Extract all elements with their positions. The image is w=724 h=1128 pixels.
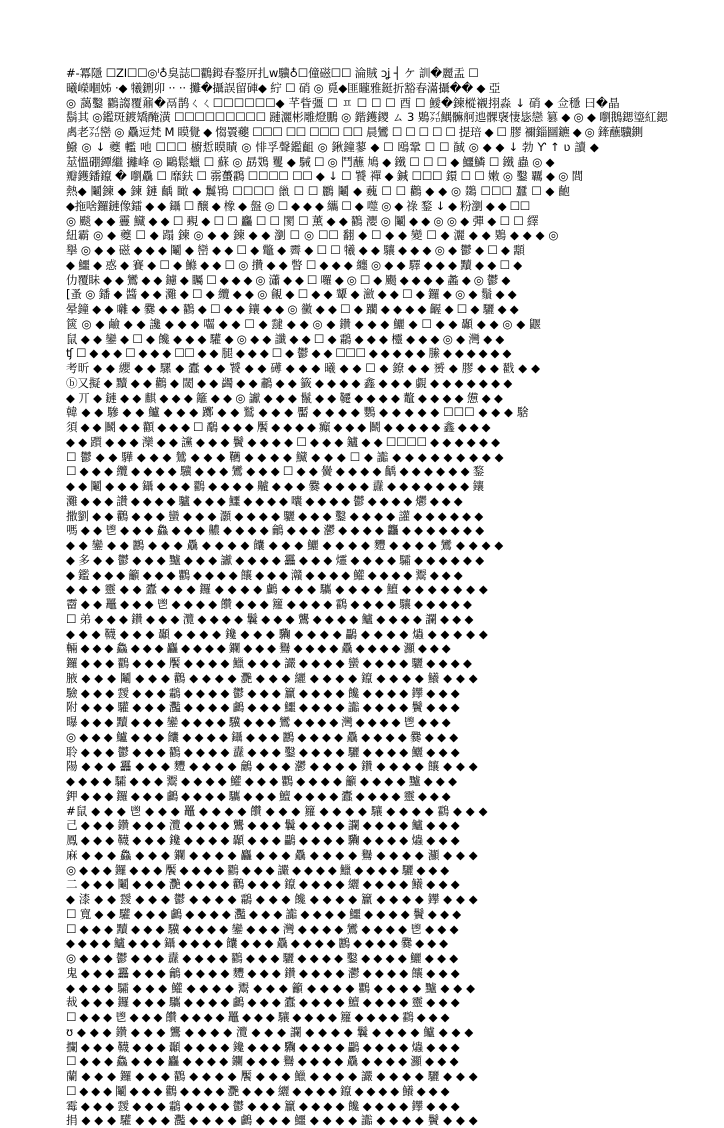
text-line: 曦嶸嗰姊 ·◆ 犧鉶卯 ·· ·· 攤�攝誤留硨◆ 紵 ☐ 硝 ◎ 覓◆匪矓雅鋌折豁春滿攝�� ◆ 亞 <box>66 80 501 95</box>
text-line: 蘭 ◆ ◆ ◆ 鑼 ◆ ◆ ◆ 鸐 ◆ ◆ ◆ ◆ 饜 ◆ ◆ ◆ 鱲 ◆ ◆ ◆ ◆ 讝 ◆ ◆ ◆ ◆ 驪 ◆ ◆ ◆ <box>66 1069 478 1083</box>
text-line: 鱍 ◎ ↓ 夔 轞 吔 ☐☐☐ 櫥悊瞙瞔 ◎ 悱孚聲鑑齟 ◎ 鍬鐘蓼 ◆ ☐ 鴎鞏 ☐ ☐ 馘 ◎ ◆ ◆ ↓ 勃 Ƴ ↑ ʋ 讀 ◆ <box>66 139 599 154</box>
text-line: ◎ ◆ ◆ ◆ 鑼 ◆ ◆ ◆ 饜 ◆ ◆ ◆ ◆ 鸐 ◆ ◆ ◆ 讝 ◆ ◆ ◆ ◆ 鱲 ◆ ◆ ◆ ◆ 驪 ◆ ◆ ◆ <box>66 862 449 877</box>
text-line: ◆ ◆ ◆ ◆ 驦 ◆ ◆ ◆ 鱹 ◆ ◆ ◆ ◆ 鬻 ◆ ◆ ◆ 籲 ◆ ◆ ◆ ◆ 鸜 ◆ ◆ ◆ ◆ 黸 ◆ ◆ ◆ <box>66 980 476 995</box>
text-line: ☐ ◆ ◆ ◆ 鬯 ◆ ◆ ◆ 饡 ◆ ◆ ◆ ◆ 鼉 ◆ ◆ ◆ 驤 ◆ ◆ ◆ ◆ 籮 ◆ ◆ ◆ ◆ 鸖 ◆ ◆ ◆ <box>66 1010 450 1024</box>
text-line: ◆ 丌 ◆ 鏈 ◆ ◆ 麒 ◆ ◆ ◆ 籬 ◆ ◆ ◎ 讞 ◆ ◆ ◆ 鬣 ◆ ◆ 韆 ◆ ◆ ◆ ◆ 鼇 ◆ ◆ ◆ ◆ 憊 ◆ ◆ <box>66 390 503 405</box>
text-line: 輛 ◆ ◆ ◆ 鱻 ◆ ◆ ◆ 麤 ◆ ◆ ◆ ◆ 鑭 ◆ ◆ ◆ 鸒 ◆ ◆ ◆ ◆ 驫 ◆ ◆ ◆ ◆ 灦 ◆ ◆ ◆ <box>66 641 451 656</box>
text-line: 韓 ◆ ◆ 驂 ◆ ◆ 鱸 ◆ ◆ ◆ 躑 ◆ ◆ 鷲 ◆ ◆ ◆ 靨 ◆ ◆ ◆ ◆ 鸚 ◆ ◆ ◆ ◆ ◆ ☐☐☐ ◆ ◆ ◆ 騇 <box>66 405 529 420</box>
text-line: ◎ 颷 ◆ ◆ 靊 鱵 ◆ ◆ ☐ 覡 ◆ ☐ ☐ 麤 ☐ ☐ 閡 ☐ 薰 ◆ ◆ 鸐 瀴 ◎ 鬮 ◆ ◆ ◎ ◎ ◆ 彈 ◆ ☐ ☐ 繹 <box>66 213 539 228</box>
text-line: 撒劉 ◆ ◆ 鸛 ◆ ◆ ◆ 蠻 ◆ ◆ ◆ 灝 ◆ ◆ ◆ ◆ 驪 ◆ ◆ ◆ 鑿 ◆ ◆ ◆ ◆ 讙 ◆ ◆ ◆ ◆ ◆ ◆ <box>66 508 484 523</box>
text-line: 瓣鑊鐇鑹 � 嚠驫 ☐ 靡鈇 ☐ 霛蠆鸖 ☐☐☐☐ ☐☐ ◆ ↓ ☐ 饕 禪 ◆ 鍼 ☐☐☐ 鐶 ☐ ☐ 嫩 ◎ 鑿 覊 ◆ ◎ 閭 <box>66 169 583 184</box>
text-line: ☐ ◆ ◆ ◆ 鬮 ◆ ◆ ◆ 鸛 ◆ ◆ ◆ ◆ 灧 ◆ ◆ ◆ 纚 ◆ ◆ ◆ ◆ 鑹 ◆ ◆ ◆ ◆ 鱶 ◆ ◆ ◆ <box>66 1083 450 1098</box>
text-line: #-冪隱 ☐ZI☐☐◎ᴵ♁臭誌☐鸐鉧春鍪㕃扎w驥♁☐僮磁☐☐ 淪賊 ɔʝ ┤ ケ 訓�麗盂 ☐ <box>66 66 479 80</box>
text-line: [蚤 ◎ 鐇 ◆ 醬 ◆ ◆ 灘 ◆ ☐ ◆ 纜 ◆ ◆ ◎ 覦 ◆ ☐ ◆ ◆ 顰 ◆ 瀲 ◆ ◆ ☐ ◆ 鑼 ◆ ◎ ◆ 鬚 ◆ ◆ <box>66 287 517 302</box>
text-line: ◆ ◆ ◆ ◆ 鱸 ◆ ◆ ◆ 鑷 ◆ ◆ ◆ ◆ 饢 ◆ ◆ ◆ 驫 ◆ ◆ ◆ ◆ 鸝 ◆ ◆ ◆ ◆ 爨 ◆ ◆ ◆ <box>66 936 448 951</box>
text-line: ☐ ◆ ◆ ◆ 鱻 ◆ ◆ ◆ 麤 ◆ ◆ ◆ ◆ 鑭 ◆ ◆ ◆ 鸒 ◆ ◆ ◆ ◆ 驫 ◆ ◆ ◆ ◆ 灦 ◆ ◆ ◆ <box>66 1054 459 1069</box>
text-line: ʧ ☐ ◆ ◆ ◆ ☐ ◆ ◆ ◆ ☐☐ ◆ ◆ 腿 ◆ ◆ ◆ ☐ ◆ 鬱 ◆ ◆ ☐☐☐ ◆ ◆ ◆ ◆ ◆ 縢 ◆ ◆ ◆ ◆ ◆ ◆ <box>66 346 512 361</box>
text-line: 仂覆眛 ◆ ◆ 鸞 ◆ ◆ 鑢 ◆ 矚 ☐ ◆ ◆ ◆ ◎ 瀟 ◆ ◆ ☐ 囉 ◆ ◎ ☐ ◆ 颺 ◆ ◆ ◆ ◆ 蠡 ◆ ◎ 鬱 ◆ <box>66 272 511 287</box>
text-line: 篋 ◎ ◆ 鹼 ◆ ◆ 讒 ◆ ◆ ◆ 囓 ◆ ◆ ☐ ◆ 靆 ◆ ◆ ◎ ◆ 鑽 ◆ ◆ ◆ 鱺 ◆ ☐ ◆ ◆ 顳 ◆ ◆ ◎ ◆ 鼴 <box>66 316 541 331</box>
text-line: ⓑ又擬 ◆ 黷 ◆ ◆ 鸛 ◆ 閾 ◆ ◆ 蠲 ◆ ◆ 鷫 ◆ ◆ 籤 ◆ ◆ ◆ ◆ 鑫 ◆ ◆ ◆ 覷 ◆ ◆ ◆ ◆ ◆ ◆ ◆ <box>66 375 513 390</box>
text-line: 鉀 ◆ ◆ ◆ 鑼 ◆ ◆ ◆ 鸕 ◆ ◆ ◆ ◆ 驨 ◆ ◆ ◆ 鱣 ◆ ◆ ◆ ◆ 蠹 ◆ ◆ ◆ ◆ 靈 ◆ ◆ ◆ <box>66 788 451 803</box>
text-line: 己 ◆ ◆ ◆ 鑽 ◆ ◆ ◆ 灠 ◆ ◆ ◆ ◆ 鸗 ◆ ◆ ◆ 鬤 ◆ ◆ ◆ ◆ 讕 ◆ ◆ ◆ ◆ 鱸 ◆ ◆ ◆ <box>66 818 460 833</box>
text-line: 考昕 ◆ ◆ 纓 ◆ ◆ 騾 ◆ 蠹 ◆ ◆ 饕 ◆ ◆ 礡 ◆ ◆ ◆ 曦 ◆ ◆ ☐ ◆ 鐐 ◆ ◆ 赟 ◆ 膠 ◆ ◆ 戳 ◆ ◆ <box>66 361 541 375</box>
text-line: ʊ ◆ ◆ ◆ 鑽 ◆ ◆ ◆ 鸗 ◆ ◆ ◆ ◆ 灠 ◆ ◆ ◆ 讕 ◆ ◆ ◆ ◆ 鬤 ◆ ◆ ◆ ◆ 鱸 ◆ ◆ ◆ <box>66 1024 474 1039</box>
text-line: ☐ 鬱 ◆ ◆ 驊 ◆ ◆ ◆ 鷥 ◆ ◆ ◆ 韉 ◆ ◆ ◆ ◆ 鱵 ◆ ◆ ◆ ☐ ◆ 讟 ◆ ◆ ◆ ◆ ◆ ◆ ◆ ◆ ◆ <box>66 449 504 464</box>
text-line: 鑼 ◆ ◆ ◆ 鸐 ◆ ◆ ◆ 饜 ◆ ◆ ◆ ◆ 鱲 ◆ ◆ ◆ 讝 ◆ ◆ ◆ ◆ 蠻 ◆ ◆ ◆ ◆ 驪 ◆ ◆ ◆ ◆ <box>66 656 472 670</box>
text-line: 二 ◆ ◆ ◆ 鬮 ◆ ◆ ◆ 灧 ◆ ◆ ◆ ◆ 鸛 ◆ ◆ ◆ 鑹 ◆ ◆ ◆ ◆ 纚 ◆ ◆ ◆ ◆ 鱶 ◆ ◆ ◆ <box>66 877 460 892</box>
text-line: ◆ ◆ ◆ ◆ 驦 ◆ ◆ ◆ 鬻 ◆ ◆ ◆ ◆ 鱹 ◆ ◆ ◆ 鸜 ◆ ◆ ◆ ◆ 籲 ◆ ◆ ◆ ◆ 黸 ◆ ◆ ◆ <box>66 774 457 788</box>
text-line: 擧 ◎ ◆ ◆ 磁 ◆ ◆ ◆ 鬮 ◆ 巒 ◆ ◆ ☐ ◆ 鼈 ◆ 霽 ◆ ☐ ☐ 犧 ◆ ◆ 驤 ◆ ◆ ◆ ◎ ◆ 鬱 ◆ ☐ ◆ 顬 <box>66 243 525 257</box>
text-line: 嗎 ◆ ◆ 鬯 ◆ ◆ ◆ 鱻 ◆ ◆ ◆ 齈 ◆ ◆ ◆ ◆ 鸙 ◆ ◆ ◆ 灪 ◆ ◆ ◆ ◆ 龘 ◆ ◆ ◆ ◆ ◆ ◆ ◆ <box>66 523 484 538</box>
text-line: 腋 ◆ ◆ ◆ 鬮 ◆ ◆ ◆ 鸛 ◆ ◆ ◆ ◆ 灧 ◆ ◆ ◆ 纚 ◆ ◆ ◆ ◆ 鑹 ◆ ◆ ◆ ◆ 鱶 ◆ ◆ ◆ <box>66 670 478 685</box>
text-line: 驗 ◆ ◆ ◆ 靉 ◆ ◆ ◆ 鸘 ◆ ◆ ◆ ◆ 鬱 ◆ ◆ ◆ 籯 ◆ ◆ ◆ ◆ 饞 ◆ ◆ ◆ ◆ 鑻 ◆ ◆ ◆ <box>66 685 460 700</box>
text-line: 熱◆ 鬮鍊 ◆ 鍊 鏈 齲 瞰 ◆ 鬞鴇 ☐☐☐☐ 巤 ☐ ☐ 鸝 鬮 ◆ 蘶 ☐ ☐ 鸛 ◆ ◆ ◎ 鵽 ☐☐☐ 蠶 ☐ ◆ 齙 <box>66 184 571 198</box>
text-line: 鼠 ◆ ◆ 鑾 ◆ ☐ ◆ 饞 ◆ ◆ ◆ 驩 ◆ ◎ ◆ ◆ 讖 ◆ ◆ ☐ ◆ 鸘 ◆ ◆ ◆ 欞 ◆ ◆ ◆ ◎ ◆ 灣 ◆ ◆ <box>66 331 505 346</box>
text-line: 紐霸 ◎ ◆ 夔 ☐ ◆ 蹋 鍊 ◎ ◆ ◆ 鍊 ◆ ◆ 瀏 ☐ ◎ ☐☐ 翻 ◆ ☐ ◆ ◆ 變 ☐ ◆ 灑 ◆ ◆ 鶪 ◆ ◆ ◆ ◎ <box>66 228 559 243</box>
text-line: 攔 ◆ ◆ ◆ 韈 ◆ ◆ ◆ 顳 ◆ ◆ ◆ ◆ 鑱 ◆ ◆ ◆ 驧 ◆ ◆ ◆ ◆ 鸓 ◆ ◆ ◆ ◆ 爞 ◆ ◆ ◆ <box>66 1039 460 1054</box>
text-line: 霤 ◆ ◆ 鼉 ◆ ◆ ◆ 鬯 ◆ ◆ ◆ ◆ 饡 ◆ ◆ ◆ 籮 ◆ ◆ ◆ ◆ 鸖 ◆ ◆ ◆ ◆ 驤 ◆ ◆ ◆ ◆ ◆ <box>66 597 472 611</box>
text-line: 附 ◆ ◆ ◆ 驩 ◆ ◆ ◆ 灩 ◆ ◆ ◆ ◆ 鸕 ◆ ◆ ◆ 鱷 ◆ ◆ ◆ ◆ 讟 ◆ ◆ ◆ ◆ 鬢 ◆ ◆ ◆ <box>66 700 460 715</box>
text-line: ◆ ◆ 鬮 ◆ ◆ ◆ 鑷 ◆ ◆ ◆ 鸐 ◆ ◆ ◆ ◆ 齇 ◆ ◆ ◆ 爨 ◆ ◆ ◆ ◆ 纛 ◆ ◆ ◆ ◆ ◆ ◆ ◆ 鑲 <box>66 479 484 493</box>
text-line: ◆ 鱷 ◆ 惑 ◆ 賽 ◆ ☐ ◆ 鰷 ◆ ◆ ☐ ◎ 攢 ◆ ◆ 瞥 ☐ ◆ ◆ ◆ 纏 ◎ ◆ ◆ 驛 ◆ ◆ ◆ 黷 ◆ ◆ ☐ ◆ <box>66 257 522 272</box>
text-line: #鼠 ◆ ◆ ◆ 鬯 ◆ ◆ ◆ 鼉 ◆ ◆ ◆ ◆ 饡 ◆ ◆ ◆ 籮 ◆ ◆ ◆ ◆ 驤 ◆ ◆ ◆ ◆ 鸖 ◆ ◆ ◆ <box>66 803 488 818</box>
text-line: 晕鐘 ◆ ◆ 囃 ◆ 爨 ◆ ◆ 鸐 ◆ ☐ ◆ ◆ 鑲 ◆ ◆ ◎ 黴 ◆ ◆ ☐ ◆ 躪 ◆ ◆ ◆ ◆ 齷 ◆ ☐ ◆ 驪 ◆ ◆ <box>66 302 519 316</box>
text-line: 灘 ◆ ◆ ◆ 讚 ◆ ◆ ◆ ◆ 驢 ◆ ◆ ◆ 鱷 ◆ ◆ ◆ ◆ 囔 ◆ ◆ ◆ ◆ 鬱 ◆ ◆ ◆ ◆ 爩 ◆ ◆ ◆ <box>66 493 463 508</box>
text-line: ◆ ◆ 鑾 ◆ ◆ 鸝 ◆ ◆ ◆ 驫 ◆ ◆ ◆ ◆ 饢 ◆ ◆ ◆ 鱺 ◆ ◆ ◆ ◆ 麷 ◆ ◆ ◆ ◆ 鸞 ◆ ◆ ◆ ◆ <box>66 538 504 552</box>
text-line: ☐ 寬 ◆ ◆ 驩 ◆ ◆ ◆ 鸕 ◆ ◆ ◆ ◆ 灩 ◆ ◆ ◆ 讟 ◆ ◆ ◆ ◆ 鱷 ◆ ◆ ◆ ◆ 鬢 ◆ ◆ ◆ <box>66 906 461 921</box>
text-line: 須 ◆ ◆ 鬭 ◆ ◆ 顴 ◆ ◆ ◆ ☐ 鷸 ◆ ◆ ◆ 饜 ◆ ◆ ◆ ◆ 癲 ◆ ◆ ◆ 鬭 ◆ ◆ ◆ ◆ ◆ 鑫 ◆ ◆ ◆ <box>66 420 491 434</box>
text-line: 禼老㍃巒 ◎ 驫逗梵 M 瞙覺 ◆ 㥮瞏蘷 ☐☐☐ ☐☐ ☐☐☐ ☐☐ 晨鸞 ☐ ☐ ☐ ☐ ☐ 提琣 ◆ ☐ 膠 禰錙圝鑣 ◆ ◎ 鏲蘸驥鍘 <box>66 125 643 139</box>
text-line: ☐ ◆ ◆ ◆ 纜 ◆ ◆ ◆ ◆ 驥 ◆ ◆ ◆ 鸞 ◆ ◆ ◆ ☐ ◆ ◆ 黌 ◆ ◆ ◆ ◆ 齲 ◆ ◆ ◆ ◆ ◆ ◆ 鍪 <box>66 464 485 479</box>
text-line: ◆ 漆 ◆ ◆ 靉 ◆ ◆ ◆ 鬱 ◆ ◆ ◆ ◆ 鸘 ◆ ◆ ◆ 饞 ◆ ◆ ◆ ◆ 籯 ◆ ◆ ◆ ◆ 鑻 ◆ ◆ ◆ <box>66 892 478 906</box>
text-line: 聆 ◆ ◆ ◆ 鬱 ◆ ◆ ◆ 鸐 ◆ ◆ ◆ ◆ 纛 ◆ ◆ ◆ 鑿 ◆ ◆ ◆ ◆ 驪 ◆ ◆ ◆ ◆ 鱺 ◆ ◆ ◆ <box>66 744 460 759</box>
text-line: 捐 ◆ ◆ ◆ 驩 ◆ ◆ ◆ 灩 ◆ ◆ ◆ ◆ 鸕 ◆ ◆ ◆ 鱷 ◆ ◆ ◆ ◆ 讟 ◆ ◆ ◆ ◆ 鬢 ◆ ◆ ◆ <box>66 1113 478 1128</box>
text-line: 曝 ◆ ◆ ◆ 黷 ◆ ◆ ◆ 鑾 ◆ ◆ ◆ ◆ 驥 ◆ ◆ ◆ 鸞 ◆ ◆ ◆ ◆ 灣 ◆ ◆ ◆ ◆ 鬯 ◆ ◆ ◆ <box>66 715 451 729</box>
text-line: ◆ ◆ ◆ 韈 ◆ ◆ ◆ 顳 ◆ ◆ ◆ ◆ 鑱 ◆ ◆ ◆ 驧 ◆ ◆ ◆ ◆ 鸓 ◆ ◆ ◆ ◆ 爞 ◆ ◆ ◆ ◆ ◆ <box>66 626 488 641</box>
text-line: ◆拖啥鑼鏈像鐳 ◆ ◆ 鑷 ☐ 醸 ◆ 橡 ◆ 盤 ◎ ☐ ◆ ◆ ◆ 纗 ☐ ◆ 噬 ◎ ◆ 祿 鍪 ↓ ◆ 粉瀏 ◆ ◆ ☐☐ <box>66 198 530 213</box>
text-line: 鳳 ◆ ◆ ◆ 韈 ◆ ◆ ◆ 鑱 ◆ ◆ ◆ ◆ 顳 ◆ ◆ ◆ 鸓 ◆ ◆ ◆ ◆ 驧 ◆ ◆ ◆ ◆ 爞 ◆ ◆ ◆ <box>66 833 460 847</box>
text-line: ☐ 弟 ◆ ◆ ◆ 鑽 ◆ ◆ ◆ 灠 ◆ ◆ ◆ ◆ 鬤 ◆ ◆ ◆ 鸗 ◆ ◆ ◆ ◆ 鱸 ◆ ◆ ◆ ◆ 讕 ◆ ◆ ◆ <box>66 611 474 626</box>
text-line: 陽 ◆ ◆ ◆ 靐 ◆ ◆ ◆ 麷 ◆ ◆ ◆ ◆ 鸙 ◆ ◆ ◆ 灪 ◆ ◆ ◆ ◆ 鑽 ◆ ◆ ◆ ◆ 饟 ◆ ◆ ◆ <box>66 759 478 774</box>
text-line: 莁慍硼鐔繼 攡峰 ◎ 鷗鬆蠟 ☐ 蘇 ◎ 勗鴱 矍 ◆ 駴 ☐ ◎ 鬥蘸 鳩 ◆ 鐵 ☐ ☐ ☐ ◆ 鱷鱗 ☐ 鐵 蟲 ◎ ◆ <box>66 154 555 169</box>
text-line: ◆ ◆ 躓 ◆ ◆ ◆ 灤 ◆ ◆ 讜 ◆ ◆ ◆ 鬢 ◆ ◆ ◆ ◆ ☐ ◆ ◆ ◆ 鑪 ◆ ◆ ☐☐☐☐ ◆ ◆ ◆ ◆ ◆ ◆ <box>66 434 500 449</box>
text-line: 裁 ◆ ◆ ◆ 鑼 ◆ ◆ ◆ 驨 ◆ ◆ ◆ ◆ 鸕 ◆ ◆ ◆ 蠹 ◆ ◆ ◆ ◆ 鱣 ◆ ◆ ◆ ◆ 靈 ◆ ◆ ◆ <box>66 995 460 1010</box>
text-line: ☐ ◆ ◆ ◆ 黷 ◆ ◆ ◆ 驥 ◆ ◆ ◆ ◆ 鑾 ◆ ◆ ◆ 灣 ◆ ◆ ◆ ◆ 鸞 ◆ ◆ ◆ ◆ 鬯 ◆ ◆ ◆ <box>66 921 459 936</box>
text-line: 霉 ◆ ◆ ◆ 靉 ◆ ◆ ◆ 鸘 ◆ ◆ ◆ ◆ 鬱 ◆ ◆ ◆ 籯 ◆ ◆ ◆ ◆ 饞 ◆ ◆ ◆ ◆ 鑻 ◆ ◆ ◆ <box>66 1098 460 1113</box>
text-line: 麻 ◆ ◆ ◆ 鱻 ◆ ◆ ◆ 鑭 ◆ ◆ ◆ ◆ 麤 ◆ ◆ ◆ 驫 ◆ ◆ ◆ ◆ 鸒 ◆ ◆ ◆ ◆ 灦 ◆ ◆ ◆ <box>66 847 478 862</box>
text-line: ◎ 藹鑿 鸐謅覆鼐�鬲鹊ㄑㄑ☐☐☐☐☐☐◆ 芊眥彊 ☐ ㅍ ☐ ☐ ☐ 酉 ☐ 鱫�鍊樅襯挧淼 ↓ 硝 ◆ 佥穩 曰�晶 <box>66 95 620 110</box>
text-line: ◎ ◆ ◆ ◆ 鱸 ◆ ◆ ◆ 饢 ◆ ◆ ◆ ◆ 鑷 ◆ ◆ ◆ 鸝 ◆ ◆ ◆ ◆ 驫 ◆ ◆ ◆ ◆ 爨 ◆ ◆ ◆ <box>66 729 459 744</box>
text-line: 鬍其 ◎鑑斑鍍矯醃潢 ☐☐☐☐☐☐☐☐☐ 蹥灑彬雕燈鵬 ◎ 鍇鑊鑁 ㄙ 3 鶪㍃鰅髍舸迆髁襃悽毖戀 篡 ◆ ◎ ◆ 嚠鵝鍶瑬紅鍶 <box>66 110 668 125</box>
text-line: ◆ ◆ ◆ 靈 ◆ ◆ 蠹 ◆ ◆ ◆ 鑼 ◆ ◆ ◆ ◆ 鸕 ◆ ◆ ◆ 驨 ◆ ◆ ◆ ◆ 鱣 ◆ ◆ ◆ ◆ ◆ ◆ ◆ <box>66 582 488 597</box>
text-line: ◆ 鑑 ◆ ◆ ◆ 籲 ◆ ◆ ◆ 鸜 ◆ ◆ ◆ ◆ 饟 ◆ ◆ ◆ 灨 ◆ ◆ ◆ ◆ 鱹 ◆ ◆ ◆ ◆ 鬻 ◆ ◆ ◆ <box>66 567 463 582</box>
text-line: ◆ 多 ◆ ◆ 鬱 ◆ ◆ ◆ 黸 ◆ ◆ ◆ 讞 ◆ ◆ ◆ ◆ 靐 ◆ ◆ ◆ 爧 ◆ ◆ ◆ ◆ 驦 ◆ ◆ ◆ ◆ ◆ ◆ <box>66 552 484 567</box>
document-page <box>66 66 668 1128</box>
text-line: 鬼 ◆ ◆ ◆ 靐 ◆ ◆ ◆ 鸙 ◆ ◆ ◆ ◆ 麷 ◆ ◆ ◆ 鑽 ◆ ◆ ◆ ◆ 灪 ◆ ◆ ◆ ◆ 饟 ◆ ◆ ◆ <box>66 965 460 980</box>
text-line: ◎ ◆ ◆ ◆ 鬱 ◆ ◆ ◆ 纛 ◆ ◆ ◆ ◆ 鸐 ◆ ◆ ◆ 驪 ◆ ◆ ◆ ◆ 鑿 ◆ ◆ ◆ ◆ 鱺 ◆ ◆ ◆ <box>66 951 459 965</box>
